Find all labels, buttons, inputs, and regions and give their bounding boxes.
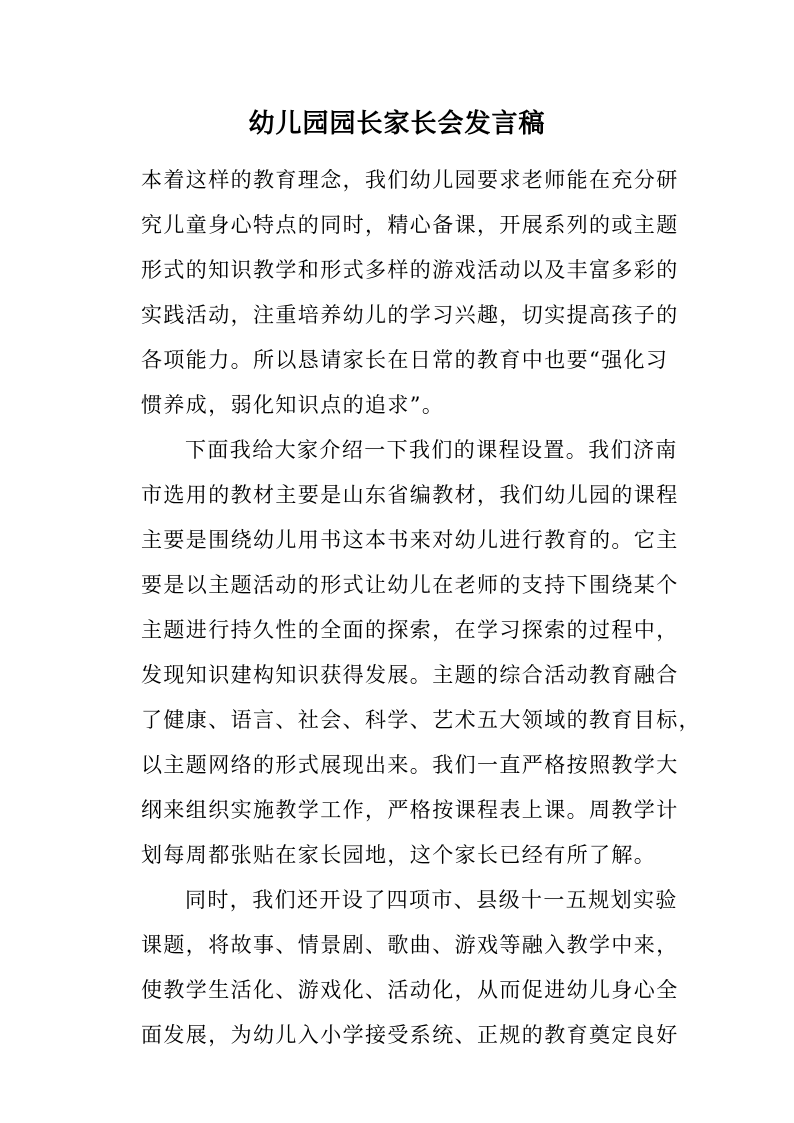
- paragraph-line: 面发展，为幼儿入小学接受系统、正规的教育奠定良好: [141, 1023, 679, 1047]
- paragraph-line: 本着这样的教育理念，我们幼儿园要求老师能在充分研: [141, 168, 679, 192]
- paragraph-line: 要是以主题活动的形式让幼儿在老师的支持下围绕某个: [141, 573, 679, 597]
- paragraph-line: 究儿童身心特点的同时，精心备课，开展系列的或主题: [141, 213, 679, 237]
- paragraph-line: 下面我给大家介绍一下我们的课程设置。我们济南: [185, 438, 678, 462]
- paragraph-line: 了健康、语言、社会、科学、艺术五大领域的教育目标，: [141, 708, 701, 732]
- paragraph-line: 形式的知识教学和形式多样的游戏活动以及丰富多彩的: [141, 258, 679, 282]
- paragraph-line: 同时，我们还开设了四项市、县级十一五规划实验: [185, 888, 678, 912]
- paragraph-line: 使教学生活化、游戏化、活动化，从而促进幼儿身心全: [141, 978, 679, 1002]
- paragraph-line: 主要是围绕幼儿用书这本书来对幼儿进行教育的。它主: [141, 528, 679, 552]
- paragraph-line: 市选用的教材主要是山东省编教材，我们幼儿园的课程: [141, 483, 679, 507]
- paragraph-line: 课题，将故事、情景剧、歌曲、游戏等融入教学中来，: [141, 933, 679, 957]
- paragraph-line: 纲来组织实施教学工作，严格按课程表上课。周教学计: [141, 798, 679, 822]
- paragraph-line: 各项能力。所以恳请家长在日常的教育中也要“强化习: [141, 348, 669, 372]
- document-title: 幼儿园园长家长会发言稿: [248, 109, 546, 139]
- paragraph-line: 划每周都张贴在家长园地，这个家长已经有所了解。: [141, 843, 657, 867]
- paragraph-line: 发现知识建构知识获得发展。主题的综合活动教育融合: [141, 663, 679, 687]
- paragraph-line: 惯养成，弱化知识点的追求”。: [141, 393, 445, 417]
- paragraph-line: 实践活动，注重培养幼儿的学习兴趣，切实提高孩子的: [141, 303, 679, 327]
- paragraph-line: 以主题网络的形式展现出来。我们一直严格按照教学大: [141, 753, 679, 777]
- paragraph-line: 主题进行持久性的全面的探索，在学习探索的过程中，: [141, 618, 679, 642]
